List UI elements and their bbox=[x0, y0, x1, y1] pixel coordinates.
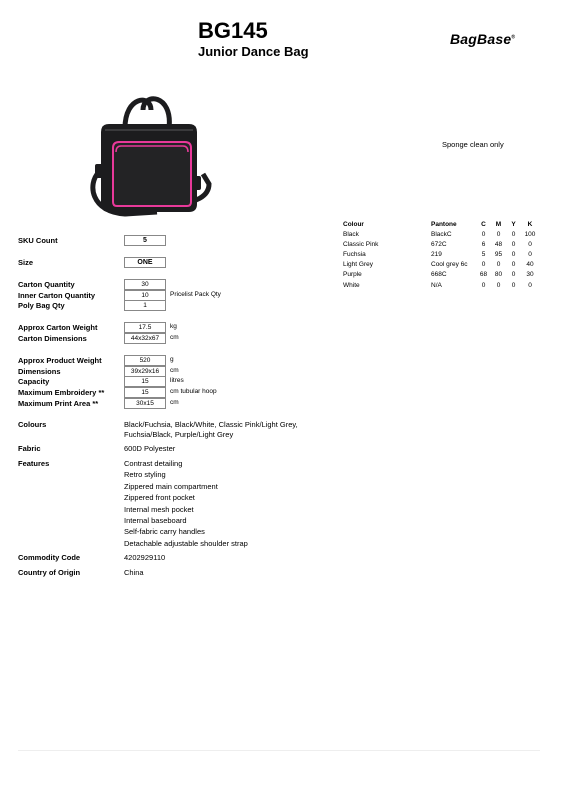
colours-value-line2: Fuchsia/Black, Purple/Light Grey bbox=[124, 430, 234, 439]
table-row bbox=[343, 280, 539, 290]
colour-pantone-table bbox=[343, 219, 539, 290]
inner-carton-quantity-value: 10 bbox=[124, 290, 166, 301]
commodity-code-value: 4202929110 bbox=[124, 553, 166, 562]
table-row bbox=[343, 270, 539, 280]
cell-pantone: N/A bbox=[431, 281, 442, 289]
cell-k: 30 bbox=[526, 271, 534, 279]
feature-item: Internal baseboard bbox=[124, 516, 187, 525]
cell-m: 80 bbox=[494, 271, 503, 279]
cell-m: 0 bbox=[496, 261, 501, 269]
country-of-origin-label: Country of Origin bbox=[18, 568, 81, 577]
cell-m: 95 bbox=[494, 250, 503, 258]
cell-colour: White bbox=[343, 281, 360, 289]
feature-item: Retro styling bbox=[124, 470, 166, 479]
colours-value-line1: Black/Fuchsia, Black/White, Classic Pink/Light Grey, bbox=[124, 420, 298, 429]
carton-weight-unit: kg bbox=[170, 323, 177, 330]
brand-registered-mark: ® bbox=[511, 34, 516, 41]
capacity-value: 15 bbox=[124, 376, 166, 387]
cell-k: 0 bbox=[528, 250, 532, 258]
cell-y: 0 bbox=[511, 261, 516, 269]
cell-colour: Fuchsia bbox=[343, 250, 366, 258]
table-row bbox=[343, 229, 539, 239]
dimensions-label: Dimensions bbox=[18, 367, 61, 376]
cell-c: 6 bbox=[481, 240, 486, 248]
cell-y: 0 bbox=[511, 271, 516, 279]
sku-count-value: 5 bbox=[124, 235, 166, 246]
dimensions-value: 39x29x16 bbox=[124, 366, 166, 377]
country-of-origin-value: China bbox=[124, 568, 144, 577]
approx-carton-weight-label: Approx Carton Weight bbox=[18, 323, 98, 332]
carton-dimensions-unit: cm bbox=[170, 334, 179, 341]
max-print-area-unit: cm bbox=[170, 399, 179, 406]
cell-colour: Classic Pink bbox=[343, 240, 379, 248]
size-value: ONE bbox=[124, 257, 166, 268]
brand-name: BagBase bbox=[450, 31, 512, 47]
cell-k: 100 bbox=[524, 230, 536, 238]
feature-item: Detachable adjustable shoulder strap bbox=[124, 539, 248, 548]
cell-pantone: 668C bbox=[431, 271, 447, 279]
cell-pantone: 672C bbox=[431, 240, 447, 248]
table-row bbox=[343, 260, 539, 270]
cell-m: 0 bbox=[496, 230, 501, 238]
cell-y: 0 bbox=[511, 281, 516, 289]
care-instructions: Sponge clean only bbox=[442, 140, 504, 149]
feature-item: Zippered main compartment bbox=[124, 482, 218, 491]
cell-k: 0 bbox=[528, 240, 532, 248]
max-embroidery-unit: cm tubular hoop bbox=[170, 388, 217, 395]
approx-product-weight-value: 520 bbox=[124, 355, 166, 366]
features-label: Features bbox=[18, 459, 50, 468]
max-embroidery-value: 15 bbox=[124, 387, 166, 398]
cell-c: 68 bbox=[479, 271, 488, 279]
header-colour: Colour bbox=[343, 220, 364, 228]
product-weight-unit: g bbox=[170, 356, 174, 363]
cell-y: 0 bbox=[511, 230, 516, 238]
approx-carton-weight-value: 17.5 bbox=[124, 322, 166, 333]
cell-c: 0 bbox=[481, 230, 486, 238]
table-row bbox=[343, 239, 539, 249]
cell-m: 0 bbox=[496, 281, 501, 289]
poly-bag-qty-label: Poly Bag Qty bbox=[18, 301, 65, 310]
carton-quantity-label: Carton Quantity bbox=[18, 280, 75, 289]
cell-y: 0 bbox=[511, 240, 516, 248]
header-k: K bbox=[527, 220, 533, 228]
approx-product-weight-label: Approx Product Weight bbox=[18, 356, 102, 365]
cell-colour: Light Grey bbox=[343, 261, 373, 269]
cell-k: 40 bbox=[526, 261, 534, 269]
brand-logo bbox=[450, 31, 515, 47]
size-label: Size bbox=[18, 258, 34, 267]
max-embroidery-label: Maximum Embroidery ** bbox=[18, 388, 105, 397]
cell-c: 0 bbox=[481, 281, 486, 289]
cell-y: 0 bbox=[511, 250, 516, 258]
header-m: M bbox=[495, 220, 502, 228]
cell-pantone: 219 bbox=[431, 250, 442, 258]
carton-quantity-value: 30 bbox=[124, 279, 166, 290]
cell-m: 48 bbox=[494, 240, 503, 248]
feature-item: Internal mesh pocket bbox=[124, 505, 194, 514]
header-pantone: Pantone bbox=[431, 220, 457, 228]
table-row bbox=[343, 249, 539, 259]
fabric-label: Fabric bbox=[18, 444, 41, 453]
product-name: Junior Dance Bag bbox=[198, 44, 309, 59]
cell-c: 0 bbox=[481, 261, 486, 269]
cell-colour: Black bbox=[343, 230, 359, 238]
max-print-area-value: 30x15 bbox=[124, 398, 166, 409]
commodity-code-label: Commodity Code bbox=[18, 553, 81, 562]
table-header-row bbox=[343, 219, 539, 229]
capacity-unit: litres bbox=[170, 377, 184, 384]
feature-item: Self-fabric carry handles bbox=[124, 527, 205, 536]
carton-dimensions-label: Carton Dimensions bbox=[18, 334, 87, 343]
colours-label: Colours bbox=[18, 420, 47, 429]
fabric-value: 600D Polyester bbox=[124, 444, 176, 453]
feature-item: Contrast detailing bbox=[124, 459, 183, 468]
product-code: BG145 bbox=[198, 18, 268, 43]
cell-colour: Purple bbox=[343, 271, 362, 279]
cell-k: 0 bbox=[528, 281, 532, 289]
footer-divider bbox=[18, 750, 540, 751]
header-y: Y bbox=[511, 220, 516, 228]
cell-c: 5 bbox=[481, 250, 486, 258]
header-c: C bbox=[481, 220, 486, 228]
carton-dimensions-value: 44x32x67 bbox=[124, 333, 166, 344]
sku-count-label: SKU Count bbox=[18, 236, 58, 245]
capacity-label: Capacity bbox=[18, 377, 50, 386]
product-image bbox=[85, 92, 220, 222]
poly-bag-qty-value: 1 bbox=[124, 300, 166, 311]
feature-item: Zippered front pocket bbox=[124, 493, 195, 502]
inner-carton-quantity-label: Inner Carton Quantity bbox=[18, 291, 96, 300]
pricelist-pack-note: Pricelist Pack Qty bbox=[170, 291, 221, 298]
dimensions-unit: cm bbox=[170, 367, 179, 374]
cell-pantone: BlackC bbox=[431, 230, 452, 238]
max-print-area-label: Maximum Print Area ** bbox=[18, 399, 99, 408]
cell-pantone: Cool grey 6c bbox=[431, 261, 468, 269]
